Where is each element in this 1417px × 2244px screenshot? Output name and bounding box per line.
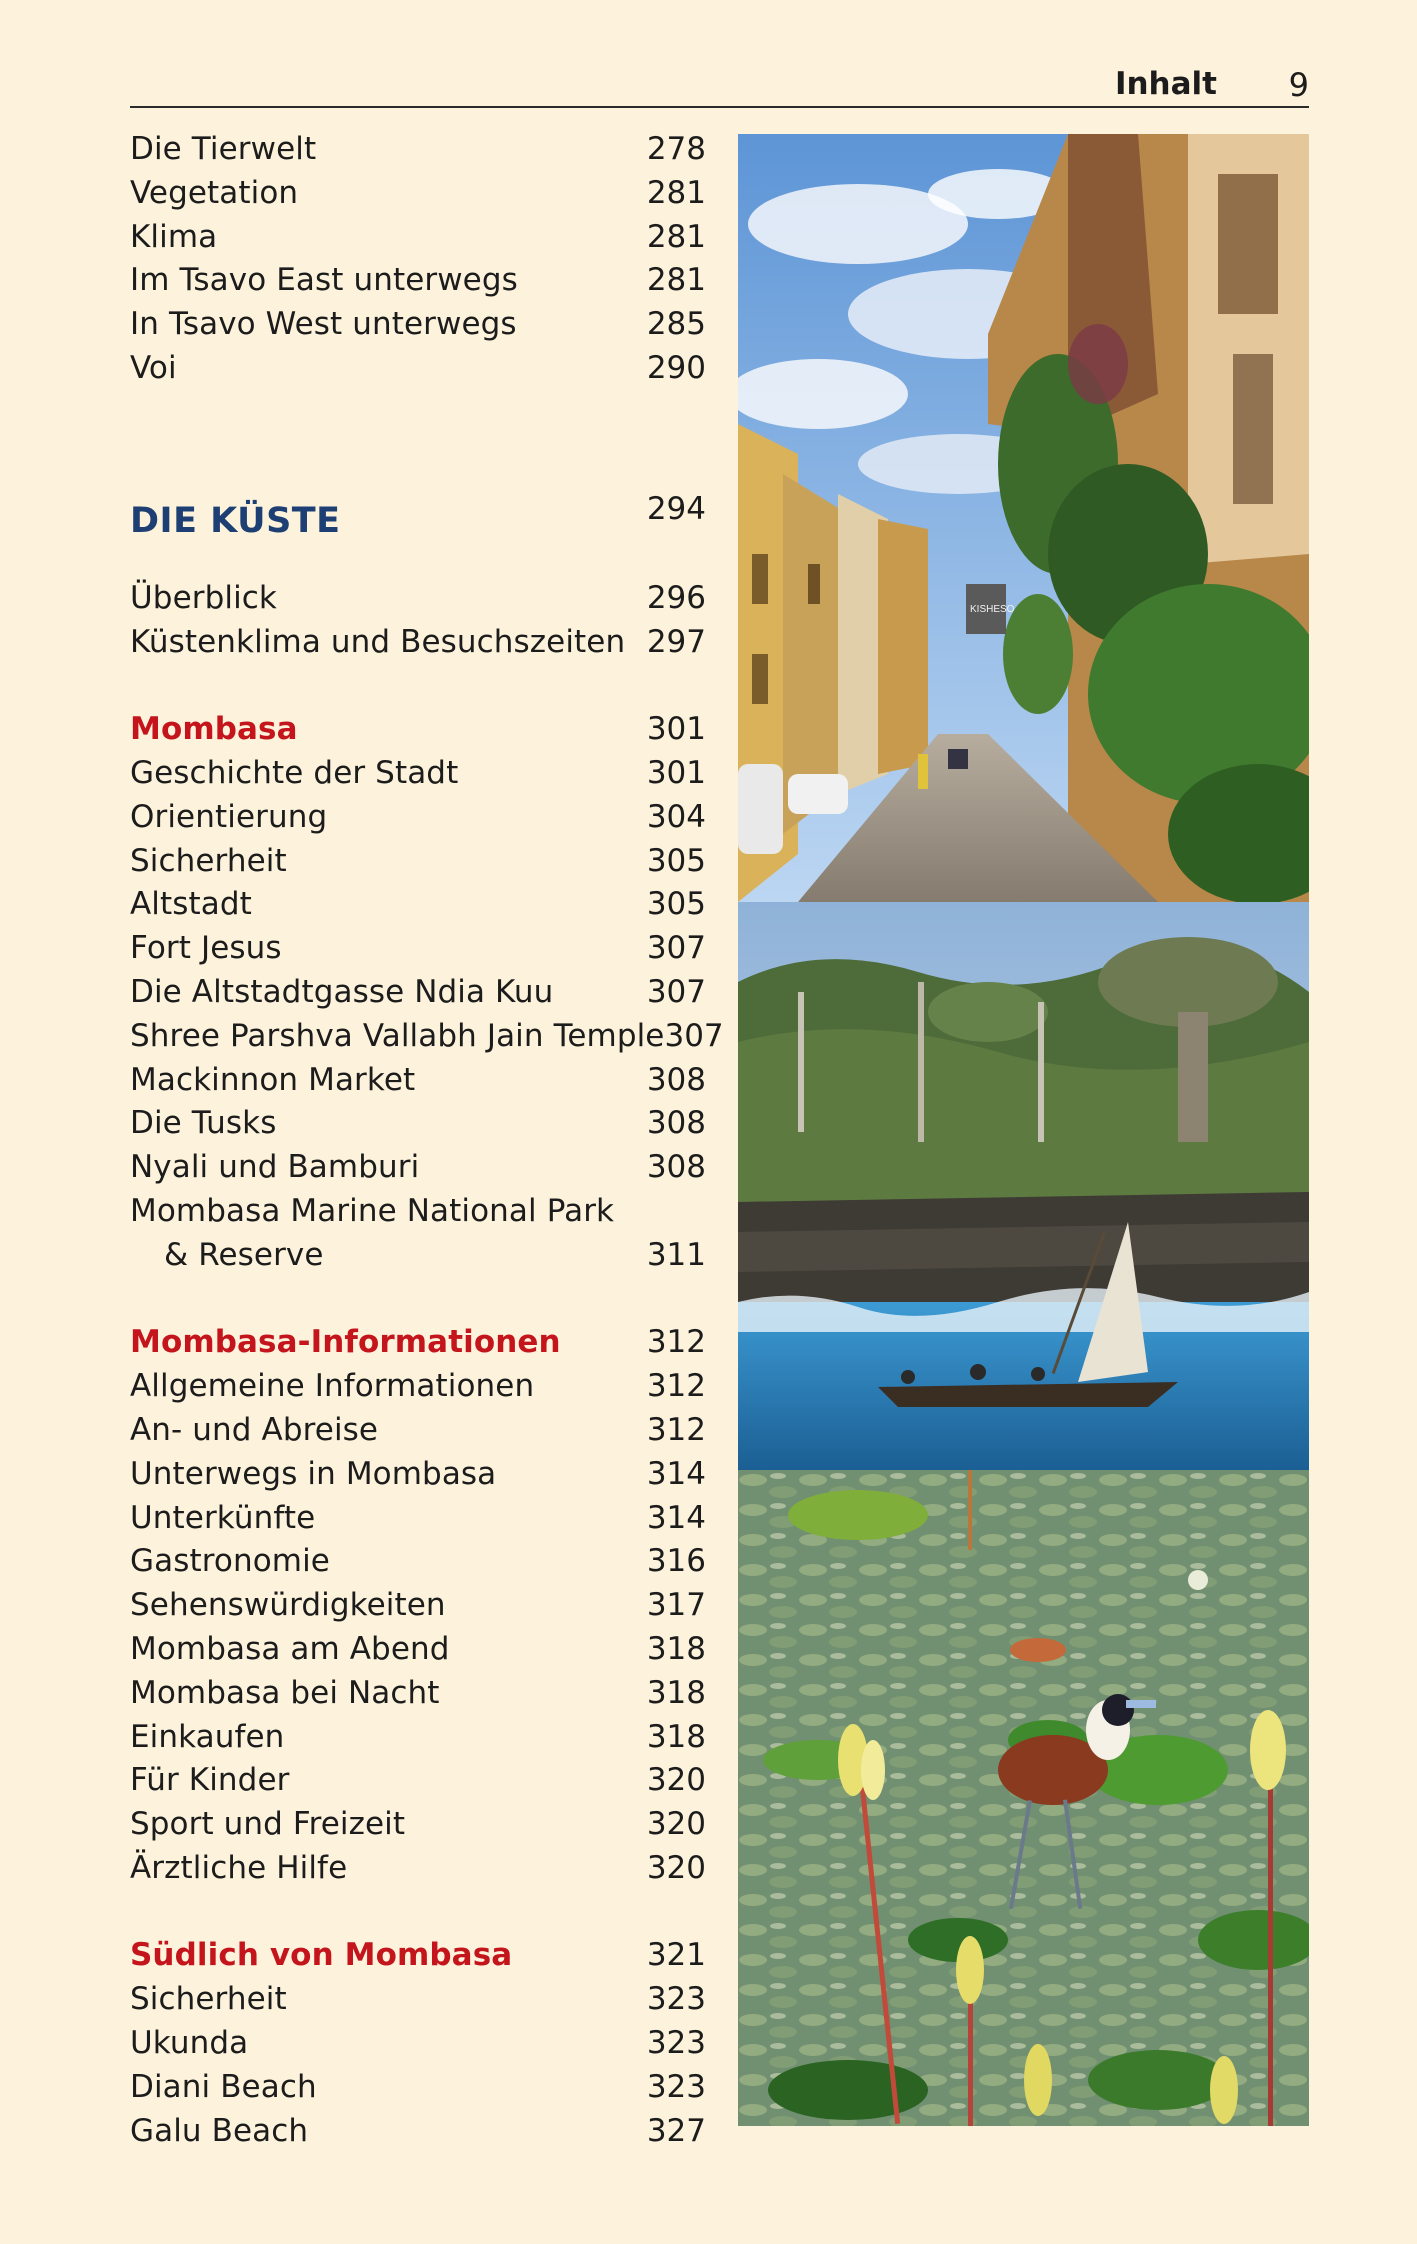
toc-entry[interactable] (130, 577, 706, 621)
toc-entry-label: Diani Beach (130, 2068, 317, 2105)
toc-entry-page: 311 (646, 1236, 706, 1273)
toc-entry-page: 281 (646, 174, 706, 211)
chapter-page: 294 (646, 490, 706, 527)
toc-entry-label: Für Kinder (130, 1762, 290, 1799)
chapter-title: DIE KÜSTE (130, 500, 341, 541)
toc-section-heading[interactable] (130, 1934, 706, 1978)
toc-entry[interactable] (130, 1847, 706, 1891)
toc-entry[interactable] (130, 1059, 706, 1103)
page-header (130, 62, 1309, 108)
toc-entry-page: 290 (646, 349, 706, 386)
toc-entry[interactable] (130, 927, 706, 971)
toc-entry-label: Gastronomie (130, 1543, 330, 1580)
toc-entry-label: Altstadt (130, 886, 252, 923)
toc-entry[interactable] (130, 1672, 706, 1716)
old-town-street-photo (738, 134, 1309, 902)
toc-entry-label: Sicherheit (130, 842, 287, 879)
toc-entry-page: 323 (646, 1981, 706, 2018)
table-of-contents (130, 128, 724, 2153)
section-title: Mombasa (130, 711, 298, 748)
toc-entry-label: Shree Parshva Vallabh Jain Temple (130, 1017, 665, 1054)
section-page: 312 (646, 1324, 706, 1361)
toc-entry-label: Mombasa bei Nacht (130, 1674, 440, 1711)
jacana-lily-photo (738, 1470, 1309, 2126)
toc-entry-page: 318 (646, 1674, 706, 1711)
toc-entry-label: Mombasa am Abend (130, 1630, 450, 1667)
toc-entry-page: 278 (646, 131, 706, 167)
toc-entry-page: 320 (646, 1849, 706, 1886)
toc-entry[interactable] (130, 216, 706, 260)
toc-entry[interactable] (130, 1409, 706, 1453)
toc-entry[interactable] (130, 1365, 706, 1409)
toc-entry[interactable] (130, 883, 706, 927)
toc-entry-page: 308 (646, 1105, 706, 1142)
toc-entry-page: 327 (646, 2112, 706, 2149)
toc-entry-label: Ärztliche Hilfe (130, 1849, 348, 1886)
toc-entry[interactable] (130, 1102, 706, 1146)
toc-entry-label: An- und Abreise (130, 1411, 379, 1448)
toc-entry-page: 305 (646, 842, 706, 879)
toc-entry[interactable] (130, 1453, 706, 1497)
toc-entry-page: 281 (646, 262, 706, 299)
toc-entry[interactable] (130, 172, 706, 216)
toc-entry[interactable] (130, 796, 706, 840)
running-title: Inhalt (1114, 66, 1217, 102)
toc-entry-page: 323 (646, 2025, 706, 2062)
toc-entry-page: 281 (646, 218, 706, 255)
toc-entry[interactable] (130, 303, 706, 347)
section-title: Südlich von Mombasa (130, 1937, 513, 1974)
section-title: Mombasa-Informationen (130, 1324, 561, 1361)
toc-entry[interactable] (130, 1978, 706, 2022)
toc-entry-label: Überblick (130, 579, 277, 616)
toc-entry-page: 301 (646, 754, 706, 791)
toc-entry-label: Unterkünfte (130, 1499, 316, 1536)
toc-entry[interactable] (130, 2022, 706, 2066)
toc-entry-label: Voi (130, 349, 177, 386)
toc-entry-page: 307 (646, 930, 706, 967)
toc-entry-label: Die Tusks (130, 1105, 277, 1142)
toc-entry-page: 308 (646, 1061, 706, 1098)
toc-entry[interactable] (130, 1497, 706, 1541)
toc-entry-page: 318 (646, 1630, 706, 1667)
toc-entry-page: 297 (646, 623, 706, 660)
toc-entry-page: 320 (646, 1762, 706, 1799)
toc-entry-label: Mombasa Marine National Park (130, 1192, 615, 1229)
toc-entry-page: 304 (646, 798, 706, 835)
toc-entry[interactable] (130, 1015, 724, 1059)
toc-entry[interactable] (130, 1540, 706, 1584)
toc-entry[interactable] (130, 1716, 706, 1760)
toc-entry-page: 314 (646, 1499, 706, 1536)
toc-entry-label: & Reserve (164, 1236, 324, 1273)
section-page: 321 (646, 1937, 706, 1974)
page-number: 9 (1288, 66, 1309, 104)
toc-entry-label: Einkaufen (130, 1718, 285, 1755)
toc-entry-page: 316 (646, 1543, 706, 1580)
toc-entry-page: 307 (646, 973, 706, 1010)
photo-column (738, 134, 1309, 2126)
toc-entry-page: 317 (646, 1587, 706, 1624)
coast-dhow-photo (738, 902, 1309, 1470)
toc-entry[interactable] (130, 971, 706, 1015)
toc-entry[interactable] (130, 1803, 706, 1847)
toc-entry-label: Mackinnon Market (130, 1061, 416, 1098)
toc-entry[interactable] (130, 752, 706, 796)
toc-entry-page: 307 (664, 1017, 724, 1054)
toc-entry-label: Klima (130, 218, 218, 255)
toc-entry-label: Galu Beach (130, 2112, 309, 2149)
toc-entry-page: 314 (646, 1455, 706, 1492)
toc-entry-page: 312 (646, 1368, 706, 1405)
toc-entry-label: In Tsavo West unterwegs (130, 306, 517, 343)
toc-entry-page: 308 (646, 1149, 706, 1186)
toc-entry-label: Geschichte der Stadt (130, 754, 459, 791)
toc-entry-label: Küstenklima und Besuchszeiten (130, 623, 626, 660)
section-page: 301 (646, 711, 706, 748)
shop-sign-text: KISHESO (970, 604, 1015, 615)
toc-entry[interactable] (130, 1628, 706, 1672)
toc-entry-line1[interactable] (130, 1190, 706, 1234)
toc-entry[interactable] (130, 840, 706, 884)
toc-entry-label: Allgemeine Informationen (130, 1368, 535, 1405)
toc-entry-page: 318 (646, 1718, 706, 1755)
toc-entry-label: Sehenswürdigkeiten (130, 1587, 446, 1624)
toc-entry-label: Sicherheit (130, 1981, 287, 2018)
toc-entry-page: 312 (646, 1411, 706, 1448)
toc-entry[interactable] (130, 621, 706, 665)
toc-entry-label: Sport und Freizeit (130, 1806, 406, 1843)
toc-chapter[interactable] (130, 487, 706, 557)
toc-entry-label: Fort Jesus (130, 930, 282, 967)
toc-entry[interactable] (130, 1759, 706, 1803)
toc-entry-page: 323 (646, 2068, 706, 2105)
toc-entry-label: Im Tsavo East unterwegs (130, 262, 518, 299)
toc-entry-label: Ukunda (130, 2025, 249, 2062)
toc-entry[interactable] (130, 1584, 706, 1628)
toc-entry[interactable] (130, 347, 706, 391)
toc-entry-label: Nyali und Bamburi (130, 1149, 420, 1186)
toc-entry[interactable] (130, 2066, 706, 2110)
toc-section-heading[interactable] (130, 1321, 706, 1365)
toc-entry[interactable] (130, 259, 706, 303)
toc-entry-page: 320 (646, 1806, 706, 1843)
toc-entry-label: Die Tierwelt (130, 131, 317, 167)
toc-entry-line2[interactable] (130, 1234, 706, 1278)
toc-entry-label: Unterwegs in Mombasa (130, 1455, 497, 1492)
toc-entry-label: Vegetation (130, 174, 299, 211)
toc-entry-label: Orientierung (130, 798, 328, 835)
toc-entry-page: 285 (646, 306, 706, 343)
toc-entry[interactable] (130, 2110, 706, 2154)
toc-entry-page: 296 (646, 579, 706, 616)
toc-entry[interactable] (130, 1146, 706, 1190)
toc-entry-label: Die Altstadtgasse Ndia Kuu (130, 973, 554, 1010)
toc-entry-page: 305 (646, 886, 706, 923)
toc-section-heading[interactable] (130, 708, 706, 752)
toc-entry[interactable] (130, 128, 706, 172)
